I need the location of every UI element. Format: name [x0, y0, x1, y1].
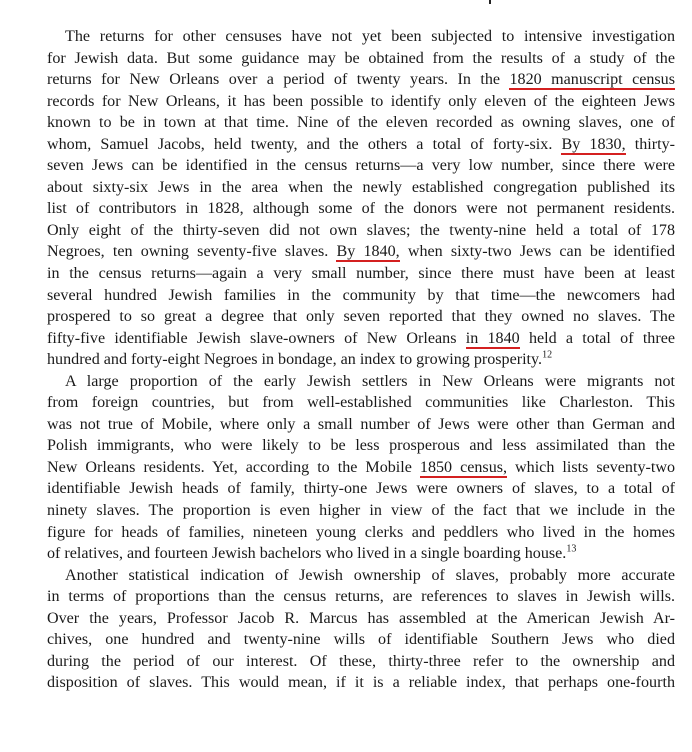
text-line [47, 112, 675, 134]
underlined-date: 1850 census, [419, 458, 508, 476]
text-line [47, 435, 675, 457]
underlined-date: By 1830, [561, 135, 626, 153]
text-segment: known to be in town at that time. Nine of the eleven recorded as owning slaves, one of [47, 114, 675, 132]
text-line [47, 328, 675, 350]
text-segment: list of contributors in 1828, although some of the donors were not permanent residents. [47, 200, 675, 218]
text-line [47, 220, 675, 242]
text-segment: for Jewish data. But some guidance may be obtained from the results of a study of the [47, 49, 675, 67]
text-line [47, 414, 675, 436]
text-segment: Negroes, ten owning seventy-five slaves. [47, 243, 337, 261]
text-segment: which lists seventy-two [507, 458, 675, 476]
text-segment: Over the years, Professor Jacob R. Marcus has assembled at the American Jewish Ar- [47, 609, 675, 627]
text-segment: Only eight of the thirty-seven did not own slaves; the twenty-nine held a total of 178 [47, 221, 675, 239]
text-line [47, 457, 675, 479]
paragraph-1 [47, 26, 675, 371]
underlined-date: 1820 manuscript census [509, 71, 675, 89]
text-line [47, 285, 675, 307]
text-segment: Another statistical indication of Jewish ownership of slaves, probably more accurate [65, 566, 675, 584]
text-segment: seven Jews can be identified in the census returns—a very low number, since there were [47, 157, 675, 175]
text-segment: held a total of three [519, 329, 675, 347]
text-segment: whom, Samuel Jacobs, held twenty, and the others a total of forty-six. [47, 135, 562, 153]
text-segment: records for New Orleans, it has been possible to identify only eleven of the eighteen Jews [47, 92, 675, 110]
underlined-date: By 1840, [336, 243, 400, 261]
underlined-date: in 1840 [465, 329, 520, 347]
body-text [47, 26, 675, 694]
footnote-ref: 12 [542, 349, 553, 361]
text-segment: when sixty-two Jews can be identified [399, 243, 675, 261]
text-line [47, 263, 675, 285]
text-line [47, 198, 675, 220]
text-segment: about sixty-six Jews in the area when the newly established congregation published its [47, 178, 675, 196]
text-line [47, 306, 675, 328]
text-line [47, 177, 675, 199]
text-line [47, 608, 675, 630]
text-line [47, 500, 675, 522]
text-segment: hundred and forty-eight Negroes in bondage, an index to growing prosperity. [47, 351, 543, 369]
footnote-ref: 13 [566, 543, 577, 555]
text-line [47, 349, 675, 371]
text-segment: prospered to so great a degree that only seven reported that they owned no slaves. The [47, 308, 675, 326]
text-line [47, 91, 675, 113]
text-line [47, 586, 675, 608]
text-segment: A large proportion of the early Jewish settlers in New Orleans were migrants not [65, 372, 675, 390]
text-line [47, 672, 675, 694]
text-segment: in terms of proportions than the census returns, are references to slaves in Jewish wills. [47, 588, 675, 606]
text-segment: The returns for other censuses have not yet been subjected to intensive investigation [65, 28, 675, 45]
text-segment: ninety slaves. The proportion is even higher in view of the fact that we include in the [47, 502, 675, 520]
text-line [47, 371, 675, 393]
text-segment: thirty- [625, 135, 675, 153]
text-segment: during the period of our interest. Of these, thirty-three refer to the ownership and [47, 652, 675, 670]
text-segment: was not true of Mobile, where only a small number of Jews were other than German and [47, 415, 675, 433]
text-line [47, 69, 675, 91]
text-segment: fifty-five identifiable Jewish slave-owners of New Orleans [47, 329, 466, 347]
text-line [47, 651, 675, 673]
text-segment: from foreign countries, but from well-established communities like Charleston. This [47, 394, 675, 412]
page-edge-mark [489, 0, 491, 4]
text-line [47, 134, 675, 156]
text-line [47, 48, 675, 70]
text-line [47, 543, 675, 565]
text-segment: identifiable Jewish heads of family, thirty-one Jews were owners of slaves, to a total of [47, 480, 675, 498]
text-line [47, 26, 675, 48]
text-line [47, 565, 675, 587]
text-line [47, 241, 675, 263]
text-line [47, 629, 675, 651]
text-line [47, 155, 675, 177]
paragraph-3 [47, 565, 675, 694]
text-segment: figure for heads of families, nineteen young clerks and peddlers who lived in the homes [47, 523, 675, 541]
text-segment: in the census returns—again a very small number, since there must have been at least [47, 265, 675, 283]
text-segment: returns for New Orleans over a period of twenty years. In the [47, 71, 510, 89]
text-segment: Polish immigrants, who were likely to be less prosperous and less assimilated than the [47, 437, 675, 455]
text-line [47, 392, 675, 414]
text-segment: of relatives, and fourteen Jewish bachelors who lived in a single boarding house. [47, 545, 567, 563]
text-segment: chives, one hundred and twenty-nine wills of identifiable Southern Jews who died [47, 631, 675, 649]
paragraph-2 [47, 371, 675, 565]
text-line [47, 478, 675, 500]
text-line [47, 522, 675, 544]
text-segment: New Orleans residents. Yet, according to the Mobile [47, 458, 420, 476]
text-segment: disposition of slaves. This would mean, if it is a reliable index, that perhaps one-fourth [47, 674, 675, 692]
text-segment: several hundred Jewish families in the community by that time—the newcomers had [47, 286, 675, 304]
